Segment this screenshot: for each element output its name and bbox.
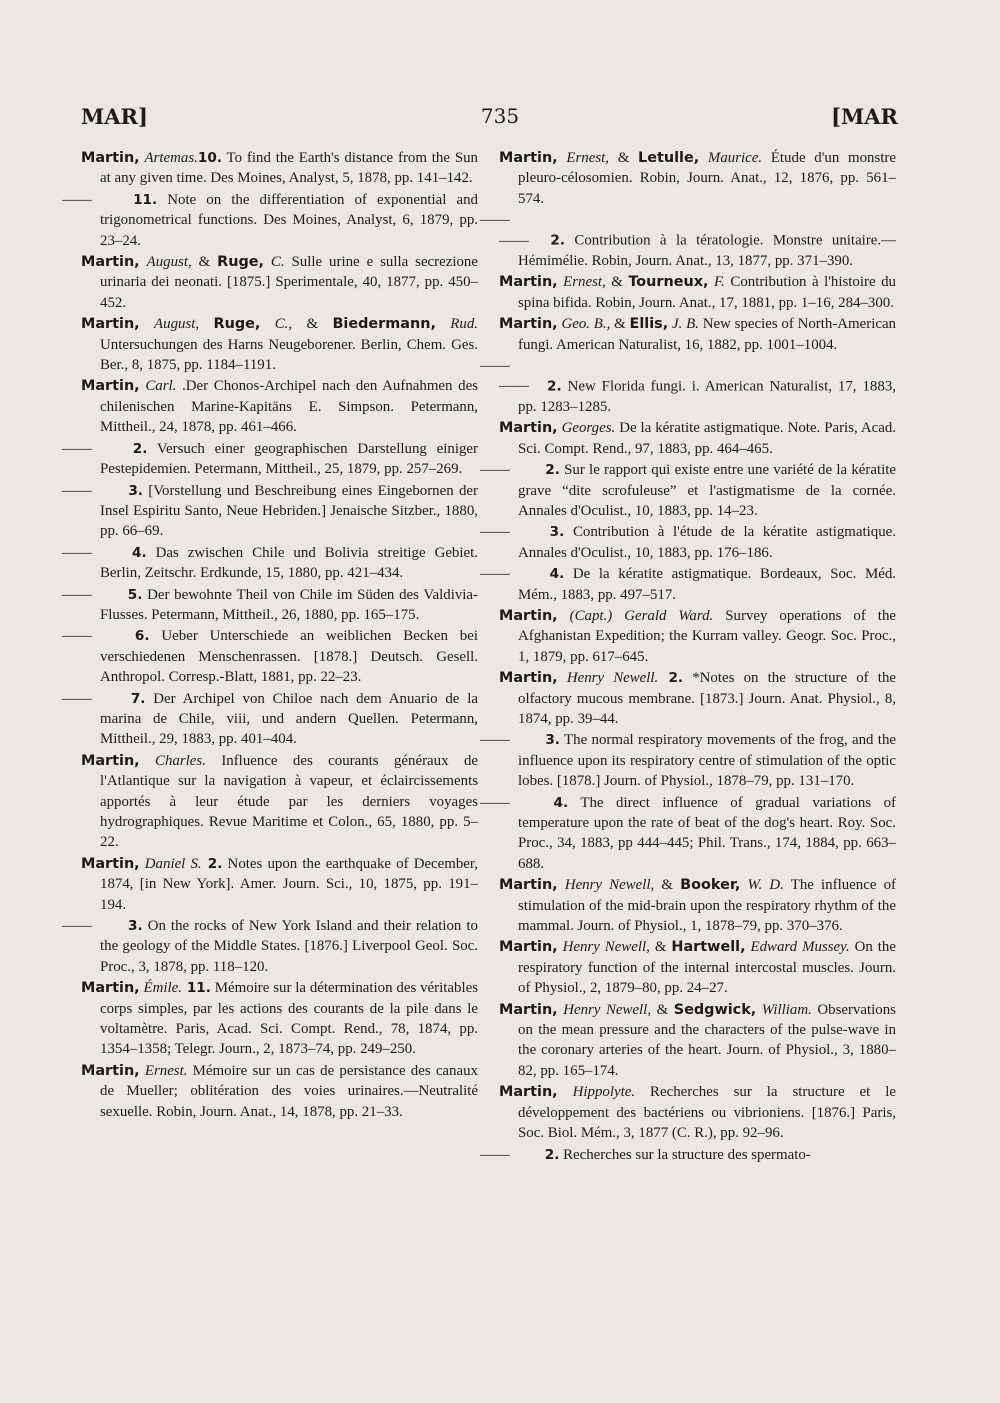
bibliography-entry: [499, 148, 896, 209]
bibliography-continuation: [62, 916, 478, 977]
coauthor-given-name: J. B.: [671, 316, 699, 333]
bibliography-continuation: [62, 439, 478, 480]
right-column: [480, 148, 897, 1166]
author-given-name: Artemas.: [144, 150, 198, 166]
entry-text: Sur le rapport qui existe entre une variété de la kératite grave “dite scrofuleuse” et l'astigmatisme de la cornée. Annales d'Oculist., 10, 1883, pp. 14–23.: [518, 462, 896, 519]
entry-dash: ——: [62, 191, 92, 208]
coauthor-given-name: Edward Mussey.: [750, 939, 850, 956]
entry-number: 5.: [127, 586, 143, 603]
entry-number: 6.: [134, 628, 150, 645]
bibliography-continuation: [480, 210, 896, 271]
author-surname: Martin,: [81, 855, 140, 872]
author-surname: Martin,: [499, 420, 558, 437]
author-given-name: August,: [154, 316, 200, 333]
entry-text: New Florida fungi. i. American Naturalist, 17, 1883, pp. 1283–1285.: [518, 378, 896, 415]
entry-number: 4.: [553, 794, 569, 811]
coauthor-surname: Biedermann,: [332, 316, 436, 333]
author-surname: Martin,: [81, 316, 140, 333]
bibliography-entry: [499, 418, 896, 459]
entry-dash: ——: [62, 482, 92, 499]
entry-text: Notes upon the earthquake of December, 1874, [in New York]. Amer. Journ. Sci., 10, 1875, pp. 191–194.: [100, 855, 478, 913]
entry-number: 3.: [128, 482, 143, 499]
left-column: [62, 148, 479, 1123]
bibliography-entry: [81, 148, 478, 189]
author-given-name: (Capt.) Gerald Ward.: [569, 607, 714, 624]
bibliography-continuation: [480, 356, 896, 417]
bibliography-entry: [81, 854, 478, 915]
page-number: 735: [480, 104, 520, 128]
bibliography-entry: [81, 751, 478, 853]
author-given-name: Geo. B.,: [561, 316, 611, 333]
author-given-name: Ernest.: [144, 1062, 188, 1079]
entry-number: 10.: [197, 150, 222, 166]
entry-text: To find the Earth's distance from the Sun at any given time. Des Moines, Analyst, 5, 1878, pp. 141–142.: [100, 150, 478, 187]
bibliography-continuation: [480, 460, 896, 521]
coauthor-given-name: Rud.: [450, 316, 479, 333]
author-surname: Martin,: [499, 939, 558, 956]
author-joiner: &: [609, 150, 639, 166]
author-given-name: Ernest,: [566, 150, 609, 166]
bibliography-continuation: [480, 730, 896, 791]
author-surname: Martin,: [81, 378, 140, 395]
entry-text: Untersuchungen des Harns Neugeborener. Berlin, Chem. Ges. Ber., 8, 1875, pp. 1184–1191.: [100, 336, 478, 374]
author-given-name: Charles.: [155, 752, 206, 769]
author-given-name: Carl.: [145, 378, 177, 395]
bibliography-continuation: [62, 626, 478, 687]
author-surname: Martin,: [499, 274, 558, 291]
entry-number: 3.: [549, 524, 565, 541]
entry-text: The direct influence of gradual variations of temperature upon the rate of beat of the dog's heart. Roy. Soc. Proc., 34, 1883, pp 444–445; Phil. Trans., 174, 1884, pp. 663–688.: [518, 794, 896, 872]
entry-dash: ——: [62, 544, 92, 561]
entry-number: 11.: [181, 980, 211, 997]
entry-number: 4.: [132, 544, 147, 561]
author-surname: Martin,: [499, 670, 558, 687]
coauthor-surname: Booker,: [680, 877, 741, 894]
coauthor-surname: Sedgwick,: [673, 1001, 757, 1018]
entry-number: 3.: [128, 918, 143, 935]
entry-text: Der Archipel von Chiloe nach dem Anuario de la marina de Chile, viii, und andern Quellen. Petermann, Mittheil., 29, 1883, pp. 401–404.: [100, 690, 478, 748]
author-joiner: &: [649, 939, 672, 956]
author-joiner: &: [651, 1001, 674, 1018]
bibliography-entry: [499, 875, 896, 936]
entry-text: Contribution à la tératologie. Monstre unitaire.—Hémimélie. Robin, Journ. Anat., 13, 1877, pp. 371–390.: [518, 232, 896, 270]
entry-number: 11.: [133, 191, 158, 208]
bibliography-continuation: [62, 689, 478, 750]
author-joiner: &: [610, 316, 630, 333]
bibliography-entry: [81, 252, 478, 313]
author-surname: Martin,: [81, 752, 140, 769]
author-given-name: Henry Newell.: [566, 670, 659, 687]
bibliography-continuation: [62, 585, 478, 626]
entry-number: 2.: [544, 1146, 560, 1163]
entry-text: New species of North-American fungi. American Naturalist, 16, 1882, pp. 1001–1004.: [518, 316, 897, 353]
bibliography-continuation: [480, 793, 896, 875]
entry-text: Survey operations of the Afghanistan Expedition; the Kurram valley. Geogr. Soc. Proc., 1, 1879, pp. 617–645.: [518, 607, 896, 665]
entry-number: 2.: [550, 232, 566, 249]
author-joiner: &: [191, 254, 218, 271]
author-joiner: &: [292, 316, 333, 333]
coauthor-surname: Ellis,: [629, 316, 669, 333]
entry-text: Recherches sur la structure des spermato-: [559, 1146, 811, 1163]
entry-number: 4.: [549, 566, 565, 583]
entry-text: De la kératite astigmatique. Note. Paris, Acad. Sci. Compt. Rend., 97, 1883, pp. 464–465.: [518, 420, 896, 457]
entry-dash: ——: [480, 566, 510, 583]
bibliography-entry: [81, 1061, 478, 1122]
running-head-right: [MAR: [831, 104, 898, 129]
author-surname: Martin,: [499, 877, 558, 894]
entry-number: 2.: [546, 378, 562, 395]
author-given-name: Hippolyte.: [572, 1084, 636, 1101]
coauthor-surname: Hartwell,: [671, 939, 746, 956]
author-surname: Martin,: [499, 607, 558, 624]
entry-text: Der bewohnte Theil von Chile im Süden des Valdivia-Flusses. Petermann, Mittheil., 26, 1880, pp. 165–175.: [100, 586, 478, 623]
entry-dash: ——: [480, 462, 510, 479]
entry-text: On the rocks of New York Island and their relation to the geology of the Middle States. [1876.] Liverpool Geol. Soc. Proc., 3, 1878, pp. 118–120.: [100, 918, 478, 975]
bibliography-entry: [81, 376, 478, 437]
entry-text: Note on the differentiation of exponential and trigonometrical functions. Des Moines, Analyst, 6, 1879, pp. 23–24.: [100, 191, 478, 249]
bibliography-continuation: [62, 481, 478, 542]
bibliography-entry: [81, 314, 478, 375]
entry-text: Mémoire sur la détermination des véritables corps simples, par les actions des courants de la pile dans le voltamètre. Paris, Acad. Sci. Compt. Rend., 78, 1874, pp. 1354–1358; Telegr. Journ., 2, 1873–74, pp. 249–250.: [100, 980, 478, 1058]
entry-number: 3.: [545, 732, 560, 749]
bibliography-entry: [499, 668, 896, 729]
entry-dash: ——: [62, 440, 92, 457]
coauthor-given-name: C.,: [274, 316, 293, 333]
entry-text: Das zwischen Chile und Bolivia streitige Gebiet. Berlin, Zeitschr. Erdkunde, 15, 1880, pp. 421–434.: [100, 544, 478, 582]
entry-dash: ——: [62, 628, 92, 645]
bibliography-entry: [499, 1082, 896, 1143]
entry-text: .Der Chonos-Archipel nach den Aufnahmen des chilenischen Marine-Kapitäns E. Simpson. Petermann, Mittheil., 24, 1878, pp. 461–466.: [100, 378, 478, 436]
author-given-name: Georges.: [561, 420, 616, 437]
author-surname: Martin,: [499, 150, 558, 166]
author-given-name: Daniel S.: [144, 855, 202, 872]
entry-text: Contribution à l'étude de la kératite astigmatique. Annales d'Oculist., 10, 1883, pp. 176–186.: [518, 524, 896, 561]
entry-dash: —— ——: [480, 212, 529, 249]
coauthor-given-name: Maurice.: [707, 150, 763, 166]
bibliography-entry: [81, 978, 478, 1060]
entry-text: Recherches sur la structure et le développement des bactériens ou vibrioniens. [1876.] Paris, Soc. Biol. Mém., 3, 1877 (C. R.), pp. 92–96.: [518, 1084, 896, 1142]
author-surname: Martin,: [81, 980, 140, 997]
entry-text: The normal respiratory movements of the frog, and the influence upon its respiratory centre of stimulation of the optic lobes. [1878.] Journ. of Physiol., 1878–79, pp. 131–170.: [518, 732, 896, 790]
entry-dash: ——: [480, 524, 510, 541]
bibliography-entry: [499, 272, 896, 313]
entry-text: *Notes on the structure of the olfactory mucous membrane. [1873.] Journ. Anat. Physiol., 8, 1874, pp. 39–44.: [518, 670, 896, 727]
entry-number: 2.: [658, 670, 684, 687]
coauthor-surname: Ruge,: [213, 316, 261, 333]
entry-text: Influence des courants généraux de l'Atlantique sur la navigation à vapeur, et éclaircissements apportés à leur étude par les derniers voyages hydrographiques. Revue Maritime et Colon., 65, 1880, pp. 5–22.: [100, 752, 478, 851]
bibliography-continuation: [480, 522, 896, 563]
entry-text: Sulle urine e sulla secrezione urinaria dei neonati. [1875.] Sperimentale, 40, 1877, pp. 450–452.: [100, 254, 478, 311]
entry-dash: ——: [62, 690, 92, 707]
coauthor-surname: Letulle,: [638, 150, 700, 166]
entry-text: Versuch einer geographischen Darstellung einiger Pestepidemien. Petermann, Mittheil., 25, 1879, pp. 257–269.: [100, 440, 478, 478]
entry-number: 2.: [201, 855, 223, 872]
entry-text: Contribution à l'histoire du spina bifida. Robin, Journ. Anat., 17, 1881, pp. 1–16, 284–300.: [518, 274, 896, 311]
entry-text: Étude d'un monstre pleuro-célosomien. Robin, Journ. Anat., 12, 1876, pp. 561–574.: [518, 150, 896, 207]
coauthor-surname: Ruge,: [217, 254, 264, 271]
entry-dash: —— ——: [480, 358, 529, 395]
author-joiner: &: [605, 274, 629, 291]
author-given-name: Ernest,: [563, 274, 606, 291]
bibliography-entry: [499, 606, 896, 667]
entry-dash: ——: [480, 794, 510, 811]
coauthor-given-name: William.: [761, 1001, 812, 1018]
running-head-left: MAR]: [81, 104, 148, 129]
coauthor-surname: Tourneux,: [628, 274, 709, 291]
entry-dash: ——: [480, 1146, 510, 1163]
author-given-name: August,: [146, 254, 192, 271]
author-given-name: Henry Newell,: [563, 1001, 652, 1018]
author-surname: Martin,: [499, 316, 558, 333]
author-joiner: [199, 316, 213, 332]
bibliography-continuation: [480, 1145, 896, 1165]
author-surname: Martin,: [81, 150, 140, 166]
bibliography-continuation: [480, 564, 896, 605]
entry-text: De la kératite astigmatique. Bordeaux, Soc. Méd. Mém., 1883, pp. 497–517.: [518, 566, 896, 603]
entry-text: Ueber Unterschiede an weiblichen Becken bei verschiedenen Menschenrassen. [1878.] Deutsch. Gesell. Anthropol. Corresp.-Blatt, 1881, pp. 22–23.: [100, 628, 478, 686]
bibliography-continuation: [62, 190, 478, 251]
entry-text: The influence of stimulation of the mid-brain upon the respiratory rhythm of the mammal. Journ. of Physiol., 1, 1878–79, pp. 370–376.: [518, 877, 896, 935]
bibliography-entry: [499, 937, 896, 998]
author-given-name: Henry Newell,: [564, 877, 655, 894]
entry-text: On the respiratory function of the internal intercostal muscles. Journ. of Physiol., 2, 1879–80, pp. 24–27.: [518, 939, 896, 997]
entry-dash: ——: [62, 586, 92, 603]
coauthor-given-name: W. D.: [747, 877, 784, 894]
bibliography-continuation: [62, 543, 478, 584]
entry-dash: ——: [480, 732, 510, 749]
coauthor-given-name: C.: [270, 254, 285, 271]
author-joiner: &: [654, 877, 681, 894]
entry-text: Observations on the mean pressure and the characters of the pulse-wave in the coronary arteries of the heart. Journ. of Physiol., 3, 1880–82, pp. 165–174.: [518, 1001, 896, 1079]
entry-number: 2.: [545, 462, 560, 479]
entry-dash: ——: [62, 918, 92, 935]
bibliography-entry: [499, 314, 896, 355]
author-given-name: Henry Newell,: [562, 939, 650, 956]
entry-text: [Vorstellung und Beschreibung eines Eingebornen der Insel Espiritu Santo, Neue Hebriden.] Jenaische Sitzber., 1880, pp. 66–69.: [100, 482, 478, 540]
bibliography-entry: [499, 1000, 896, 1082]
author-surname: Martin,: [81, 1062, 140, 1079]
author-surname: Martin,: [499, 1001, 558, 1018]
author-given-name: Émile.: [143, 980, 182, 997]
coauthor-given-name: F.: [713, 274, 725, 291]
author-surname: Martin,: [499, 1084, 558, 1101]
entry-number: 7.: [130, 690, 146, 707]
entry-text: Mémoire sur un cas de persistance des canaux de Mueller; oblitération des voies urinaires.—Neutralité sexuelle. Robin, Journ. Anat., 14, 1878, pp. 21–33.: [100, 1062, 478, 1120]
entry-number: 2.: [132, 440, 148, 457]
author-surname: Martin,: [81, 254, 140, 271]
